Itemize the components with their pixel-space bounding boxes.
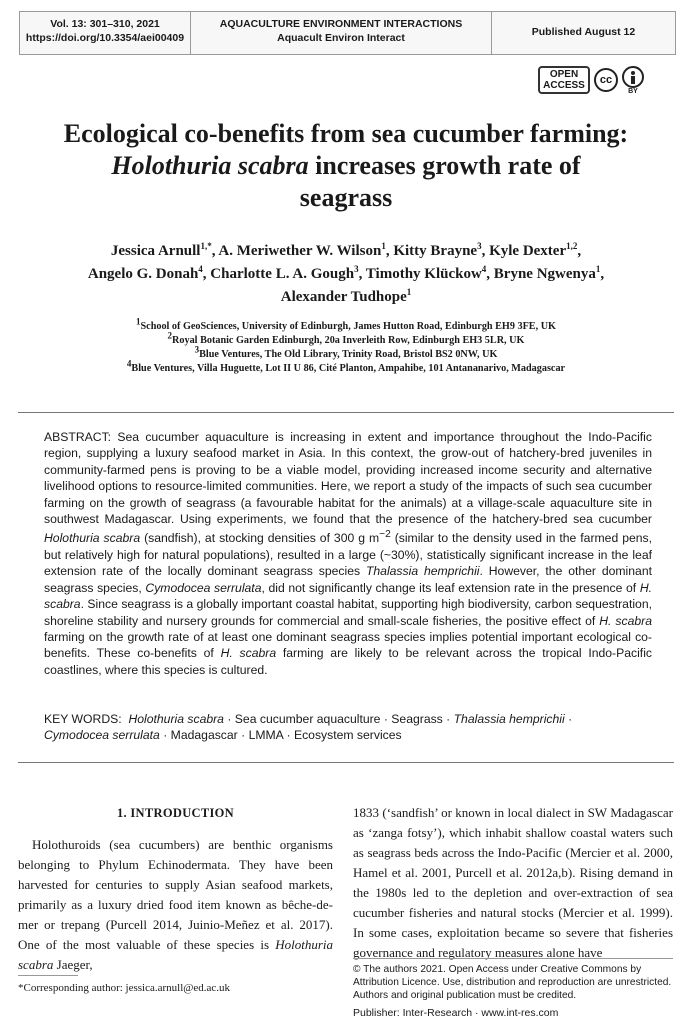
journal-name: AQUACULTURE ENVIRONMENT INTERACTIONS (219, 18, 463, 30)
author-sep: , (211, 243, 219, 259)
abstract-text: . Since seagrass is a globally important coastal habitat, supporting high biodiversity, carbon sequestration, shoreline stability and nursery grounds for commercial and small-scale fisheries, the positive effect of (44, 597, 652, 628)
species-name: Thalassia hemprichii (365, 564, 480, 579)
keyword: Cymodocea serrulata (44, 728, 160, 743)
keywords (44, 711, 652, 744)
author-sup: 4 (198, 264, 203, 274)
body-paragraph: 1833 (‘sandfish’ or known in local dialect in SW Madagascar as ‘zanga fotsy’), which inhabit shallow coastal waters such as seagrass beds across the Indo-Pacific (Mercier et al. 2000, Hamel et al. 2001, Purcell et al. 2012a,b). Rising demand in the 1980s led to the depletion and over-extraction of sea cucumber fisheries and natural stocks (Mercier et al. 1999). In some cases, exploitation became so severe that fisheries governance and regulatory measures alone have (353, 805, 673, 960)
corresponding-author: *Corresponding author: jessica.arnull@ed.ac.uk (18, 982, 231, 994)
author-sep: , (385, 243, 394, 259)
open-access-line2: ACCESS (543, 80, 585, 91)
journal-abbrev: Aquacult Environ Interact (277, 32, 405, 44)
affiliation-sup: 1 (136, 316, 141, 327)
author: Alexander Tudhope (280, 289, 407, 305)
author-sup: 1 (381, 241, 386, 251)
open-access-line1: OPEN (549, 69, 579, 80)
author-sup: 3 (477, 241, 482, 251)
section-heading: 1. INTRODUCTION (116, 806, 234, 820)
author: A. Meriwether W. Wilson (218, 243, 382, 259)
copyright-notice: © The authors 2021. Open Access under Creative Commons by Attribution Licence. Use, distribution and reproduction are unrestricted. Authors and original publication must be credited. (353, 964, 672, 1001)
affiliation-sup: 3 (194, 344, 200, 355)
title-species: Holothuria scabra (111, 151, 309, 180)
author: Angelo G. Donah (87, 266, 199, 282)
abstract-text: (similar to the density used in the farmed pens, but relatively high for natural populations), resulted in a large (~30%), statistically significant increase in the leaf extension rate of the locally dominant seagrass species (44, 531, 653, 579)
abstract-text: farming are likely to be relevant across the tropical Indo-Pacific coastlines, where this species is cultured. (44, 646, 652, 677)
author: Kitty Brayne (393, 243, 478, 259)
keyword: Thalassia hemprichii (453, 712, 565, 726)
body-text: Holothuroids (sea cucumbers) are benthic organisms belonging to Phylum Echinodermata. They have been harvested for centuries to supply Asian seafood markets, primarily as a luxury dried food item known as bêche-de-mer or trepang (Purcell 2014, Juinio-Meñez et al. 2017). One of the most valuable of these species is (18, 837, 333, 952)
creative-commons-icon[interactable] (594, 68, 618, 92)
body-text: Jaeger, (53, 957, 93, 972)
species-name: H. scabra (220, 646, 277, 661)
unit-exponent: −2 (379, 529, 391, 541)
author-sup: 1,2 (566, 241, 578, 251)
body-column-right (353, 803, 673, 963)
published-box (491, 11, 676, 55)
species-name: H. scabra (599, 613, 652, 628)
person-icon (622, 66, 644, 88)
author-list (20, 240, 672, 309)
species-name: H. scabra (44, 580, 652, 612)
attribution-icon[interactable] (622, 66, 644, 95)
license-badges[interactable] (538, 66, 644, 94)
author-sep: , (481, 243, 490, 259)
divider (18, 762, 674, 763)
affiliation (20, 316, 672, 334)
volume-info: Vol. 13: 301–310, 2021 (50, 18, 160, 30)
author-sep: , (202, 266, 211, 282)
journal-box (190, 11, 492, 55)
title-line-2 (0, 150, 692, 182)
by-label: BY (628, 87, 638, 95)
copyright-divider (353, 958, 673, 959)
author: Bryne Ngwenya (493, 266, 596, 282)
keywords-label: KEY WORDS: (44, 712, 122, 726)
author: Kyle Dexter (489, 243, 567, 259)
abstract-text: . However, the other dominant seagrass species, (44, 564, 652, 595)
author: Jessica Arnull (110, 243, 201, 259)
cc-label: cc (599, 74, 613, 86)
species-name: Cymodocea serrulata (145, 580, 262, 595)
keyword: Holothuria scabra (128, 712, 224, 726)
abstract-text: (sandfish), at stocking densities of 300 g m (140, 531, 380, 546)
author-sup: 1 (595, 264, 601, 274)
author: Timothy Klückow (365, 266, 482, 282)
body-column-left (18, 803, 333, 975)
footnote-divider (18, 975, 78, 976)
affiliations (20, 316, 672, 376)
keyword: · Madagascar · LMMA · Ecosystem services (159, 728, 402, 743)
journal-header (0, 0, 692, 62)
title-line-1: Ecological co-benefits from sea cucumber farming: (63, 119, 629, 148)
affiliation (20, 358, 672, 376)
keyword-sep: · (564, 712, 573, 726)
title-line-2-rest: increases growth rate of (308, 151, 581, 180)
abstract-text: Sea cucumber aquaculture is increasing in extent and importance throughout the Indo-Pacific region, supplying a luxury seafood market in Asia. In this context, the grow-out of hatchery-bred juveniles in community-farmed pens is proving to be a viable model, providing increased income security and alternative livelihood options to resource-limited communities. Here, we report a study of the impacts of such sea cucumber farming on the growth of seagrass (a favourable habitat for the animals) at a village-scale aquaculture site in southwest Madagascar. Using experiments, we found that the presence of the hatchery-bred sea cucumber (44, 430, 652, 527)
abstract-label: ABSTRACT: (44, 430, 112, 444)
abstract-text: farming on the growth rate of at least one dominant seagrass species implies potential important ecological co-benefits. These co-benefits of (44, 629, 652, 661)
affiliation-text: School of GeoSciences, University of Edinburgh, James Hutton Road, Edinburgh EH9 3FE, UK (140, 321, 556, 332)
divider (18, 412, 674, 413)
author-sup: 1,* (200, 241, 212, 251)
affiliation-text: Blue Ventures, Villa Huguette, Lot II U 86, Cité Planton, Ampahibe, 101 Antananarivo, Madagascar (131, 363, 566, 374)
published-date: Published August 12 (531, 26, 636, 38)
affiliation-sup: 2 (167, 330, 173, 341)
body-paragraph (18, 835, 333, 975)
title-line-3: seagrass (299, 183, 393, 212)
keyword: · Sea cucumber aquaculture · Seagrass · (223, 712, 454, 726)
author-sep: , (577, 243, 582, 259)
abstract (44, 429, 652, 678)
author-sup: 1 (406, 287, 412, 297)
affiliation (20, 330, 672, 348)
affiliation-sup: 4 (126, 358, 132, 369)
affiliation (20, 344, 672, 362)
author-sep: , (600, 266, 605, 282)
species-name: Holothuria scabra (44, 531, 141, 546)
volume-box (19, 11, 191, 55)
author-sep: , (358, 266, 366, 282)
author-sep: , (486, 266, 494, 282)
affiliation-text: Royal Botanic Garden Edinburgh, 20a Inverleith Row, Edinburgh EH3 5LR, UK (172, 335, 525, 346)
author-sup: 4 (481, 264, 487, 274)
author-sup: 3 (354, 264, 359, 274)
affiliation-text: Blue Ventures, The Old Library, Trinity Road, Bristol BS2 0NW, UK (199, 349, 498, 360)
open-access-icon[interactable] (538, 66, 590, 94)
species-name: Holothuria scabra (18, 937, 333, 972)
publisher-line: Publisher: Inter-Research · www.int-res.com (353, 1007, 559, 1019)
doi-link[interactable]: https://doi.org/10.3354/aei00409 (25, 32, 185, 44)
abstract-text: , did not significantly change its leaf extension rate in the presence of (261, 580, 640, 595)
author: Charlotte L. A. Gough (210, 266, 355, 282)
article-title (0, 118, 692, 214)
